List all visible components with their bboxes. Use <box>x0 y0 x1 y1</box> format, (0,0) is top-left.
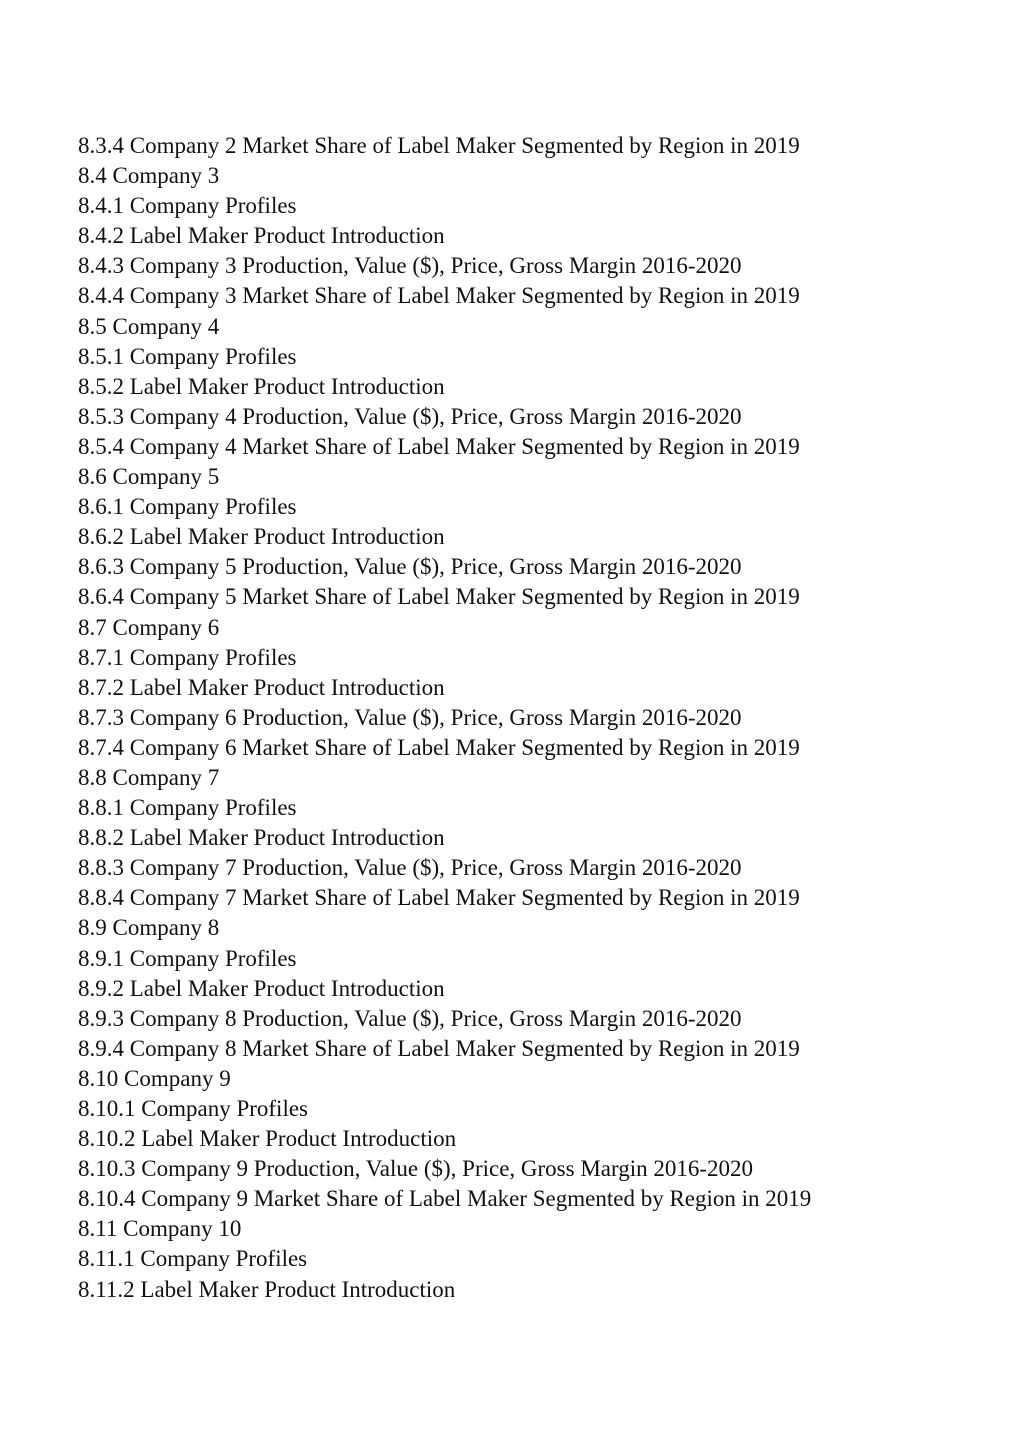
toc-line: 8.10.4 Company 9 Market Share of Label Maker Segmented by Region in 2019 <box>78 1186 812 1212</box>
toc-line: 8.7.1 Company Profiles <box>78 644 297 670</box>
table-of-contents <box>78 131 811 1305</box>
toc-line: 8.5.1 Company Profiles <box>78 343 297 369</box>
toc-line: 8.7 Company 6 <box>78 614 220 640</box>
toc-line: 8.9 Company 8 <box>78 915 220 941</box>
toc-line: 8.5.3 Company 4 Production, Value ($), Price, Gross Margin 2016-2020 <box>78 403 742 429</box>
toc-line: 8.7.4 Company 6 Market Share of Label Maker Segmented by Region in 2019 <box>78 734 800 760</box>
toc-line: 8.9.1 Company Profiles <box>78 945 297 971</box>
toc-line: 8.8 Company 7 <box>78 764 220 790</box>
toc-line: 8.11 Company 10 <box>78 1216 242 1242</box>
toc-line: 8.4.3 Company 3 Production, Value ($), Price, Gross Margin 2016-2020 <box>78 253 742 279</box>
toc-line: 8.5.2 Label Maker Product Introduction <box>78 373 445 399</box>
toc-line: 8.8.2 Label Maker Product Introduction <box>78 825 445 851</box>
toc-line: 8.6.2 Label Maker Product Introduction <box>78 524 445 550</box>
toc-line: 8.6.3 Company 5 Production, Value ($), Price, Gross Margin 2016-2020 <box>78 554 742 580</box>
toc-line: 8.10.2 Label Maker Product Introduction <box>78 1126 457 1152</box>
toc-line: 8.11.2 Label Maker Product Introduction <box>78 1276 456 1302</box>
toc-line: 8.4 Company 3 <box>78 163 220 189</box>
toc-line: 8.10 Company 9 <box>78 1065 231 1091</box>
toc-line: 8.10.1 Company Profiles <box>78 1096 308 1121</box>
toc-line: 8.8.1 Company Profiles <box>78 795 297 821</box>
toc-line: 8.6.4 Company 5 Market Share of Label Maker Segmented by Region in 2019 <box>78 584 800 610</box>
toc-line: 8.5.4 Company 4 Market Share of Label Maker Segmented by Region in 2019 <box>78 433 800 459</box>
toc-line: 8.4.4 Company 3 Market Share of Label Maker Segmented by Region in 2019 <box>78 283 800 309</box>
toc-line: 8.7.3 Company 6 Production, Value ($), Price, Gross Margin 2016-2020 <box>78 704 742 730</box>
toc-line: 8.11.1 Company Profiles <box>78 1246 308 1272</box>
toc-line: 8.8.4 Company 7 Market Share of Label Maker Segmented by Region in 2019 <box>78 885 800 911</box>
toc-line: 8.9.3 Company 8 Production, Value ($), Price, Gross Margin 2016-2020 <box>78 1005 742 1031</box>
toc-line: 8.10.3 Company 9 Production, Value ($), Price, Gross Margin 2016-2020 <box>78 1156 754 1182</box>
toc-line: 8.6.1 Company Profiles <box>78 494 297 520</box>
toc-line: 8.9.4 Company 8 Market Share of Label Maker Segmented by Region in 2019 <box>78 1035 800 1061</box>
toc-line: 8.6 Company 5 <box>78 464 220 490</box>
toc-line: 8.3.4 Company 2 Market Share of Label Maker Segmented by Region in 2019 <box>78 133 800 158</box>
toc-line: 8.7.2 Label Maker Product Introduction <box>78 674 445 700</box>
toc-line: 8.4.2 Label Maker Product Introduction <box>78 223 445 249</box>
toc-line: 8.4.1 Company Profiles <box>78 193 297 219</box>
toc-line: 8.9.2 Label Maker Product Introduction <box>78 975 445 1001</box>
toc-line: 8.8.3 Company 7 Production, Value ($), Price, Gross Margin 2016-2020 <box>78 855 742 881</box>
toc-line: 8.5 Company 4 <box>78 313 220 339</box>
